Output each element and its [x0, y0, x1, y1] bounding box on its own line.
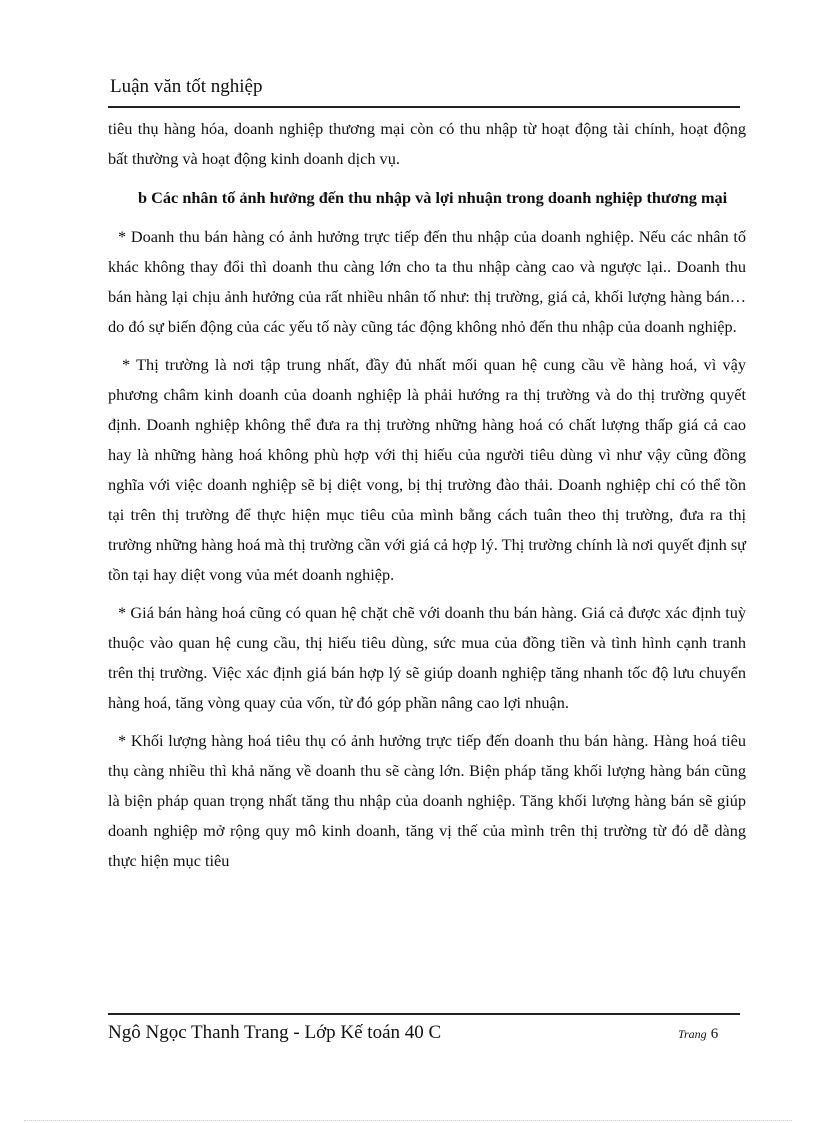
paragraph-revenue: * Doanh thu bán hàng có ảnh hưởng trực tiếp đến thu nhập của doanh nghiệp. Nếu các nhân tố khác không thay đổi thì doanh thu càng lớn cho ta thu nhập càng cao và ngược lại.. Doanh thu bán hàng lại chịu ảnh hưởng của rất nhiều nhân tố như: thị trường, giá cả, khối lượng hàng bán… do đó sự biến động của các yếu tố này cũng tác động không nhỏ đến thu nhập của doanh nghiệp. [108, 227, 746, 336]
header-rule [108, 106, 740, 108]
section-heading: b Các nhân tố ảnh hưởng đến thu nhập và lợi nhuận trong doanh nghiệp thương mại [138, 188, 728, 207]
footer-author: Ngô Ngọc Thanh Trang - Lớp Kế toán 40 C [108, 1022, 442, 1043]
page-edge-divider [24, 1120, 792, 1121]
paragraph-market: * Thị trường là nơi tập trung nhất, đầy đủ nhất mối quan hệ cung cầu về hàng hoá, vì vậy phương châm kinh doanh của doanh nghiệp là phải hướng ra thị trường và do thị trường quyết định. Doanh nghiệp không thể đưa ra thị trường những hàng hoá có chất lượng thấp giá cả cao hay là những hàng hoá không phù hợp với thị hiếu của người tiêu dùng vì như vậy cũng đồng nghĩa với việc doanh nghiệp sẽ bị diệt vong, bị thị trường đào thải. Doanh nghiệp chỉ có thể tồn tại trên thị trường để thực hiện mục tiêu của mình bằng cách tuân theo thị trường, đưa ra thị trường những hàng hoá mà thị trường cần với giá cả hợp lý. Thị trường chính là nơi quyết định sự tồn tại hay diệt vong vủa mét doanh nghiệp. [108, 355, 746, 584]
paragraph-price: * Giá bán hàng hoá cũng có quan hệ chặt chẽ với doanh thu bán hàng. Giá cả được xác định tuỳ thuộc vào quan hệ cung cầu, thị hiếu tiêu dùng, sức mua của đồng tiền và tình hình cạnh tranh trên thị trường. Việc xác định giá bán hợp lý sẽ giúp doanh nghiệp tăng nhanh tốc độ lưu chuyển hàng hoá, tăng vòng quay của vốn, từ đó góp phần nâng cao lợi nhuận. [108, 603, 746, 712]
page-number [678, 1026, 718, 1043]
header-title: Luận văn tốt nghiệp [110, 76, 263, 97]
paragraph-continuation: tiêu thụ hàng hóa, doanh nghiệp thương mại còn có thu nhập từ hoạt động tài chính, hoạt động bất thường và hoạt động kinh doanh dịch vụ. [108, 119, 746, 168]
page-number-value: 6 [710, 1026, 719, 1042]
page-label: Trang [678, 1027, 707, 1041]
paragraph-volume: * Khối lượng hàng hoá tiêu thụ có ảnh hưởng trực tiếp đến doanh thu bán hàng. Hàng hoá tiêu thụ càng nhiều thì khả năng về doanh thu sẽ càng lớn. Biện pháp tăng khối lượng hàng bán cũng là biện pháp quan trọng nhất tăng thu nhập của doanh nghiệp. Tăng khối lượng hàng bán sẽ giúp doanh nghiệp mở rộng quy mô kinh doanh, tăng vị thế của mình trên thị trường từ đó dễ dàng thực hiện mục tiêu [108, 731, 746, 870]
footer-rule [108, 1013, 740, 1015]
page-body [108, 114, 746, 884]
